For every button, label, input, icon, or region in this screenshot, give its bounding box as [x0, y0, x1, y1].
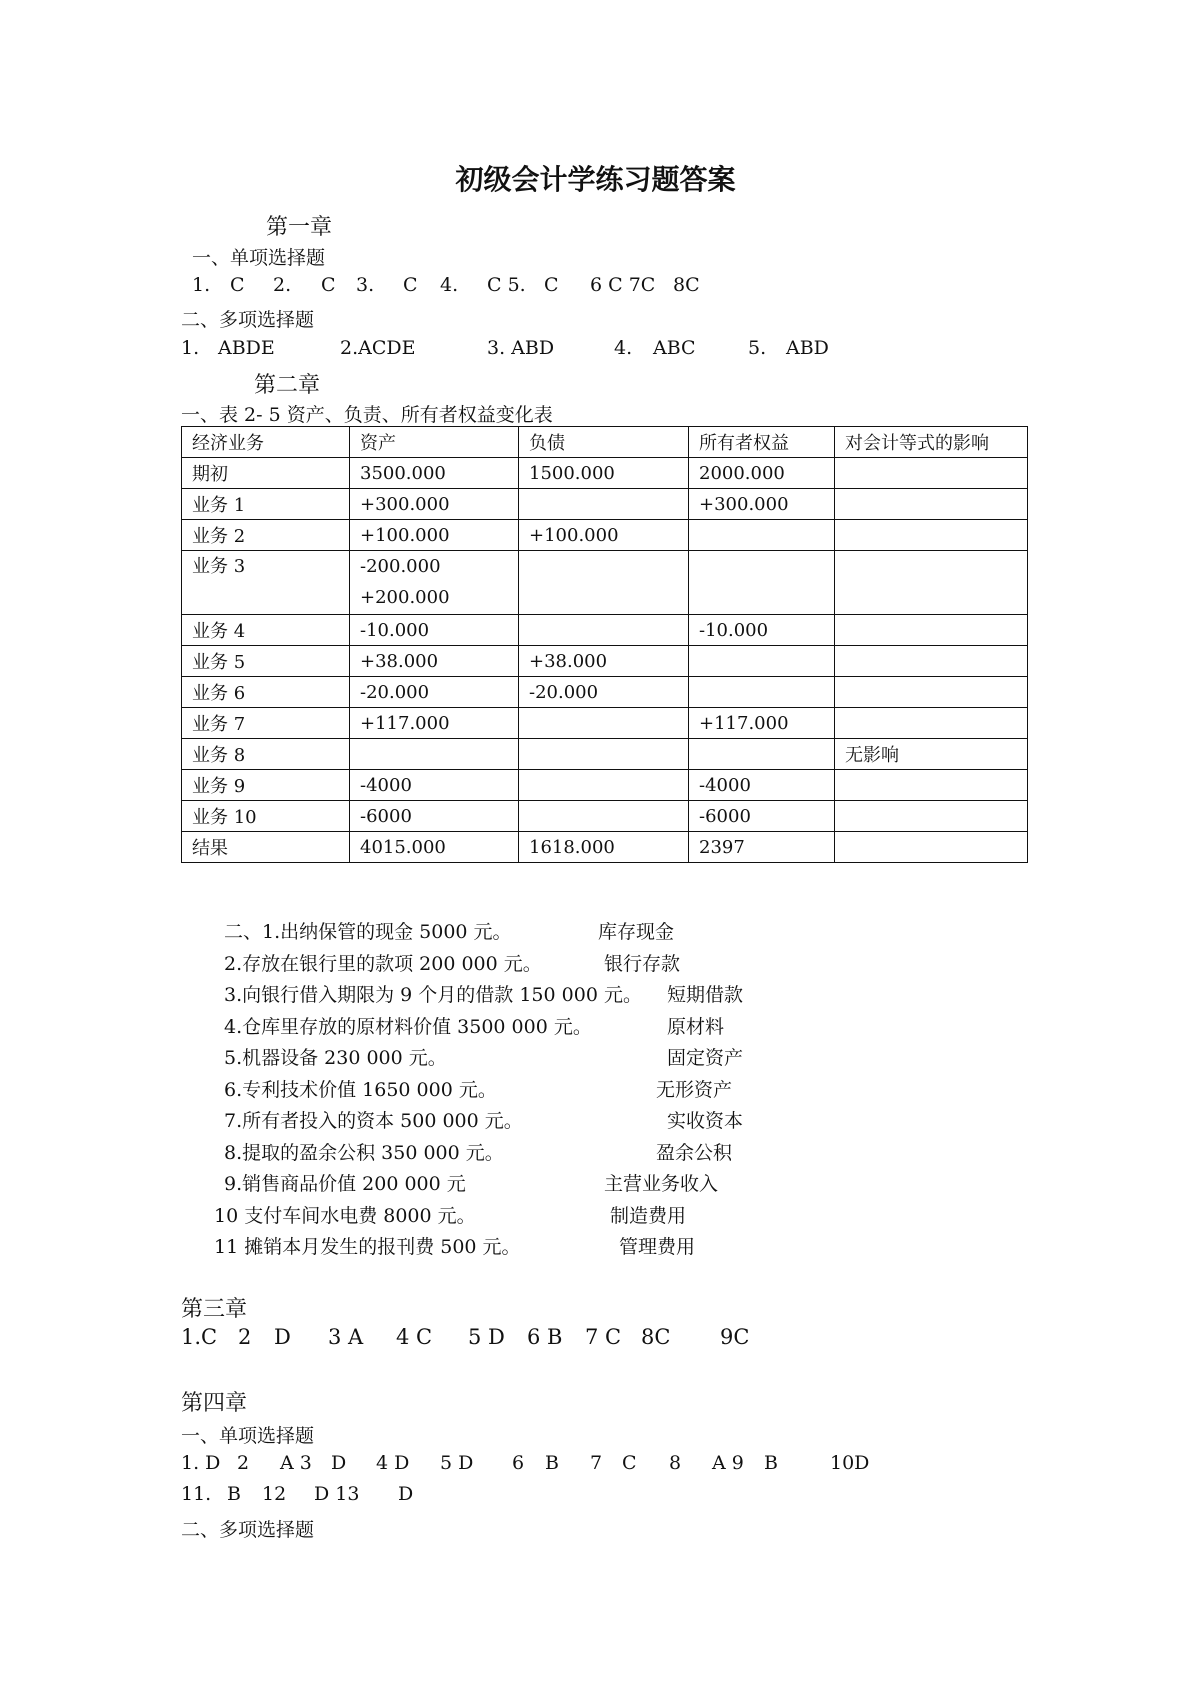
table-cell — [835, 551, 1028, 615]
answer-token: 2 — [238, 1325, 252, 1349]
table-cell — [519, 489, 689, 520]
column-header: 资产 — [350, 427, 519, 458]
item-account-answer: 实收资本 — [667, 1110, 744, 1132]
table-cell: -10.000 — [350, 615, 519, 646]
answer-token: C — [321, 274, 336, 296]
table-header-row — [182, 427, 1028, 458]
answer-token: 10D — [830, 1452, 870, 1474]
answer-token: 2 — [237, 1452, 250, 1474]
table-row — [182, 489, 1028, 520]
column-header: 负债 — [519, 427, 689, 458]
column-header: 经济业务 — [182, 427, 350, 458]
table-cell: 1618.000 — [519, 832, 689, 863]
item-description: 9.销售商品价值 200 000 元 — [224, 1173, 466, 1195]
item-description: 8.提取的盈余公积 350 000 元。 — [224, 1141, 504, 1164]
answer-token: 2. — [273, 274, 292, 296]
table-row — [182, 801, 1028, 832]
table-cell: 业务 2 — [182, 520, 350, 551]
cell-line: -200.000 — [360, 556, 441, 577]
table-cell: +38.000 — [519, 646, 689, 677]
answer-token: D — [331, 1452, 347, 1474]
table-cell: +117.000 — [350, 708, 519, 739]
table-cell — [689, 551, 835, 615]
chapter-4-heading: 第四章 — [181, 1391, 248, 1416]
table-cell: +300.000 — [689, 489, 835, 520]
answer-token: 11. — [181, 1483, 212, 1505]
answer-token: 8C — [641, 1325, 671, 1349]
table-row — [182, 646, 1028, 677]
table-cell — [835, 832, 1028, 863]
ch1-multi-choice-heading: 二、多项选择题 — [181, 309, 315, 331]
table-cell: +100.000 — [350, 520, 519, 551]
item-description: 二、1.出纳保管的现金 5000 元。 — [224, 921, 512, 943]
table-cell: -4000 — [689, 770, 835, 801]
item-account-answer: 银行存款 — [604, 952, 681, 975]
answer-token: 7 — [590, 1452, 603, 1474]
balance-change-table — [181, 426, 1028, 863]
answer-token: 3 A — [328, 1325, 364, 1349]
table-cell — [835, 615, 1028, 646]
table-cell: 无影响 — [835, 739, 1028, 770]
item-account-answer: 管理费用 — [619, 1236, 696, 1258]
table-cell: -6000 — [689, 801, 835, 832]
item-description: 7.所有者投入的资本 500 000 元。 — [224, 1110, 523, 1132]
answer-token: 6 B — [527, 1325, 563, 1349]
answer-token: 2.ACDE — [340, 337, 416, 359]
answer-token: 5 D — [468, 1325, 505, 1349]
answer-token: ABD — [786, 337, 829, 359]
table-row — [182, 615, 1028, 646]
answer-token: 5. — [748, 337, 767, 359]
cell-line: +200.000 — [360, 587, 450, 608]
cell-line: 业务 3 — [192, 556, 246, 577]
chapter-3-heading: 第三章 — [181, 1297, 248, 1322]
table-row — [182, 708, 1028, 739]
chapter-1-heading: 第一章 — [266, 215, 333, 240]
answer-token: 4. — [440, 274, 459, 296]
item-description: 5.机器设备 230 000 元。 — [224, 1047, 447, 1069]
table-cell — [350, 739, 519, 770]
table-cell: 业务 7 — [182, 708, 350, 739]
table-caption: 一、表 2- 5 资产、负责、所有者权益变化表 — [181, 404, 553, 426]
item-account-answer: 固定资产 — [667, 1047, 744, 1069]
item-account-answer: 制造费用 — [610, 1204, 687, 1227]
table-cell: 业务 8 — [182, 739, 350, 770]
chapter-2-heading: 第二章 — [254, 373, 321, 398]
item-description: 3.向银行借入期限为 9 个月的借款 150 000 元。 — [224, 984, 642, 1006]
answer-token: ABC — [653, 337, 696, 359]
table-cell: 业务 1 — [182, 489, 350, 520]
answer-token: B — [545, 1452, 559, 1474]
table-cell — [689, 677, 835, 708]
answer-token: 6 C 7C — [590, 274, 656, 296]
item-description: 6.专利技术价值 1650 000 元。 — [224, 1078, 497, 1101]
table-cell: 2397 — [689, 832, 835, 863]
table-row — [182, 832, 1028, 863]
table-cell — [519, 708, 689, 739]
answer-token: B — [227, 1483, 241, 1505]
answer-token: C — [544, 274, 559, 296]
table-cell — [835, 708, 1028, 739]
answer-token: C — [230, 274, 245, 296]
answer-token: C 5. — [487, 274, 526, 296]
answer-token: 1. — [192, 274, 211, 296]
answer-token: 4 C — [396, 1325, 433, 1349]
table-cell — [835, 520, 1028, 551]
table-cell — [519, 551, 689, 615]
table-cell: -6000 — [350, 801, 519, 832]
item-description: 2.存放在银行里的款项 200 000 元。 — [224, 952, 542, 975]
ch4-multi-choice-heading: 二、多项选择题 — [181, 1519, 315, 1541]
table-row — [182, 458, 1028, 489]
item-account-answer: 主营业务收入 — [604, 1173, 719, 1195]
table-cell: +117.000 — [689, 708, 835, 739]
answer-token: A 9 — [712, 1452, 744, 1474]
answer-token: 3. — [356, 274, 375, 296]
answer-token: D — [398, 1483, 414, 1505]
column-header: 对会计等式的影响 — [835, 427, 1028, 458]
answer-token: 1.C — [181, 1325, 218, 1349]
answer-token: 6 — [512, 1452, 525, 1474]
item-description: 10 支付车间水电费 8000 元。 — [214, 1204, 476, 1227]
answer-token: 3. ABD — [487, 337, 555, 359]
item-description: 4.仓库里存放的原材料价值 3500 000 元。 — [224, 1015, 592, 1038]
answer-token: 8C — [673, 274, 700, 296]
table-cell: 结果 — [182, 832, 350, 863]
table-row — [182, 739, 1028, 770]
table-cell: 1500.000 — [519, 458, 689, 489]
answer-token: D — [274, 1325, 291, 1349]
table-cell: 业务 5 — [182, 646, 350, 677]
column-header: 所有者权益 — [689, 427, 835, 458]
table-cell: 期初 — [182, 458, 350, 489]
table-cell: 业务 10 — [182, 801, 350, 832]
table-cell — [835, 489, 1028, 520]
table-cell — [689, 739, 835, 770]
table-cell: -20.000 — [519, 677, 689, 708]
table-cell: +300.000 — [350, 489, 519, 520]
item-account-answer: 原材料 — [667, 1015, 725, 1038]
table-cell — [835, 458, 1028, 489]
table-cell: 业务 4 — [182, 615, 350, 646]
table-row — [182, 770, 1028, 801]
table-row — [182, 677, 1028, 708]
table-cell — [519, 739, 689, 770]
table-cell — [519, 770, 689, 801]
answer-token: 7 C — [585, 1325, 622, 1349]
table-cell: +38.000 — [350, 646, 519, 677]
ch1-single-choice-heading: 一、单项选择题 — [192, 247, 326, 269]
table-cell — [519, 801, 689, 832]
table-cell — [835, 770, 1028, 801]
table-row — [182, 520, 1028, 551]
answer-token: A 3 — [280, 1452, 312, 1474]
table-cell: 业务 6 — [182, 677, 350, 708]
item-account-answer: 短期借款 — [667, 984, 744, 1006]
table-cell — [835, 646, 1028, 677]
answer-token: 4. — [614, 337, 633, 359]
answer-token: ABDE — [218, 337, 275, 359]
answer-token: D 13 — [314, 1483, 360, 1505]
table-cell — [835, 677, 1028, 708]
table-cell: 业务 9 — [182, 770, 350, 801]
document-title: 初级会计学练习题答案 — [455, 163, 736, 196]
answer-token: 1. — [181, 337, 200, 359]
answer-token: 12 — [262, 1483, 287, 1505]
answer-token: 1. D — [181, 1452, 221, 1474]
answer-token: C — [403, 274, 418, 296]
answer-token: C — [622, 1452, 637, 1474]
table-cell — [182, 551, 350, 615]
item-account-answer: 无形资产 — [656, 1078, 733, 1101]
item-account-answer: 库存现金 — [598, 921, 675, 943]
answer-token: 8 — [669, 1452, 682, 1474]
table-cell: 2000.000 — [689, 458, 835, 489]
table-cell: -4000 — [350, 770, 519, 801]
ch4-single-choice-heading: 一、单项选择题 — [181, 1425, 315, 1447]
answer-token: 9C — [720, 1325, 750, 1349]
answer-token: 5 D — [440, 1452, 474, 1474]
table-cell: -10.000 — [689, 615, 835, 646]
answer-token: 4 D — [376, 1452, 410, 1474]
table-cell: +100.000 — [519, 520, 689, 551]
table-cell — [350, 551, 519, 615]
table-cell: 3500.000 — [350, 458, 519, 489]
item-description: 11 摊销本月发生的报刊费 500 元。 — [214, 1236, 521, 1258]
table-cell — [519, 615, 689, 646]
table-cell — [835, 801, 1028, 832]
table-cell: -20.000 — [350, 677, 519, 708]
table-cell — [689, 520, 835, 551]
table-cell: 4015.000 — [350, 832, 519, 863]
table-row — [182, 551, 1028, 615]
table-cell — [689, 646, 835, 677]
answer-token: B — [764, 1452, 778, 1474]
item-account-answer: 盈余公积 — [656, 1141, 733, 1164]
